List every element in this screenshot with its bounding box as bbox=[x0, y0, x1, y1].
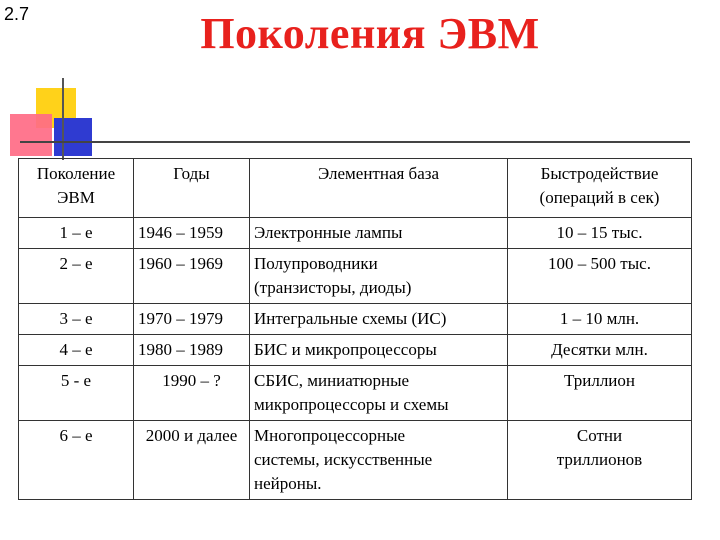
header-generation-line1: Поколение bbox=[36, 164, 116, 183]
cell-generation: 4 – е bbox=[19, 335, 134, 366]
cell-years: 1960 – 1969 bbox=[134, 249, 250, 304]
table-row bbox=[19, 421, 692, 500]
cell-element-base-line3: нейроны. bbox=[254, 474, 322, 493]
cell-element-base bbox=[250, 421, 508, 500]
generations-table bbox=[18, 158, 692, 500]
header-element-base: Элементная база bbox=[250, 159, 508, 218]
cell-speed-line1: Сотни bbox=[576, 426, 623, 445]
cell-speed-line2: триллионов bbox=[556, 450, 643, 469]
header-years: Годы bbox=[134, 159, 250, 218]
cell-speed: 10 – 15 тыс. bbox=[508, 218, 692, 249]
slide-title: Поколения ЭВМ bbox=[200, 9, 540, 58]
cell-years: 1990 – ? bbox=[134, 366, 250, 421]
cell-element-base bbox=[250, 304, 508, 335]
decorative-pink-square bbox=[10, 114, 52, 156]
cell-generation: 6 – е bbox=[19, 421, 134, 500]
cell-element-base-line2: (транзисторы, диоды) bbox=[254, 278, 412, 297]
cell-speed bbox=[508, 421, 692, 500]
cell-years: 1980 – 1989 bbox=[134, 335, 250, 366]
cell-element-base-line1: БИС и микропроцессоры bbox=[254, 340, 437, 359]
cell-years: 1970 – 1979 bbox=[134, 304, 250, 335]
decorative-horizontal-line bbox=[20, 141, 690, 143]
header-speed-line2: (операций в сек) bbox=[539, 188, 660, 207]
cell-element-base-line2: микропроцессоры и схемы bbox=[254, 395, 449, 414]
cell-element-base-line1: Интегральные схемы (ИС) bbox=[254, 309, 447, 328]
table-header-row bbox=[19, 159, 692, 218]
cell-generation: 3 – е bbox=[19, 304, 134, 335]
cell-years: 2000 и далее bbox=[134, 421, 250, 500]
cell-element-base-line2: системы, искусственные bbox=[254, 450, 433, 469]
header-generation-line2: ЭВМ bbox=[57, 188, 95, 207]
cell-element-base bbox=[250, 366, 508, 421]
cell-speed: Десятки млн. bbox=[508, 335, 692, 366]
table-row bbox=[19, 218, 692, 249]
cell-element-base bbox=[250, 218, 508, 249]
table-row bbox=[19, 335, 692, 366]
cell-speed: Триллион bbox=[508, 366, 692, 421]
header-speed-line1: Быстродействие bbox=[540, 164, 659, 183]
header-generation bbox=[19, 159, 134, 218]
decorative-blue-square bbox=[54, 118, 92, 156]
cell-element-base-line1: СБИС, миниатюрные bbox=[254, 371, 410, 390]
cell-element-base-line1: Электронные лампы bbox=[254, 223, 403, 242]
cell-generation: 5 - е bbox=[19, 366, 134, 421]
slide-number: 2.7 bbox=[4, 4, 30, 24]
cell-element-base bbox=[250, 335, 508, 366]
cell-element-base-line1: Полупроводники bbox=[254, 254, 378, 273]
cell-speed: 1 – 10 млн. bbox=[508, 304, 692, 335]
decorative-vertical-line bbox=[62, 78, 64, 160]
header-speed bbox=[508, 159, 692, 218]
table-row bbox=[19, 366, 692, 421]
table-row bbox=[19, 249, 692, 304]
cell-element-base-line1: Многопроцессорные bbox=[254, 426, 406, 445]
cell-years: 1946 – 1959 bbox=[134, 218, 250, 249]
cell-element-base bbox=[250, 249, 508, 304]
cell-speed: 100 – 500 тыс. bbox=[508, 249, 692, 304]
cell-generation: 2 – е bbox=[19, 249, 134, 304]
cell-generation: 1 – е bbox=[19, 218, 134, 249]
table-row bbox=[19, 304, 692, 335]
